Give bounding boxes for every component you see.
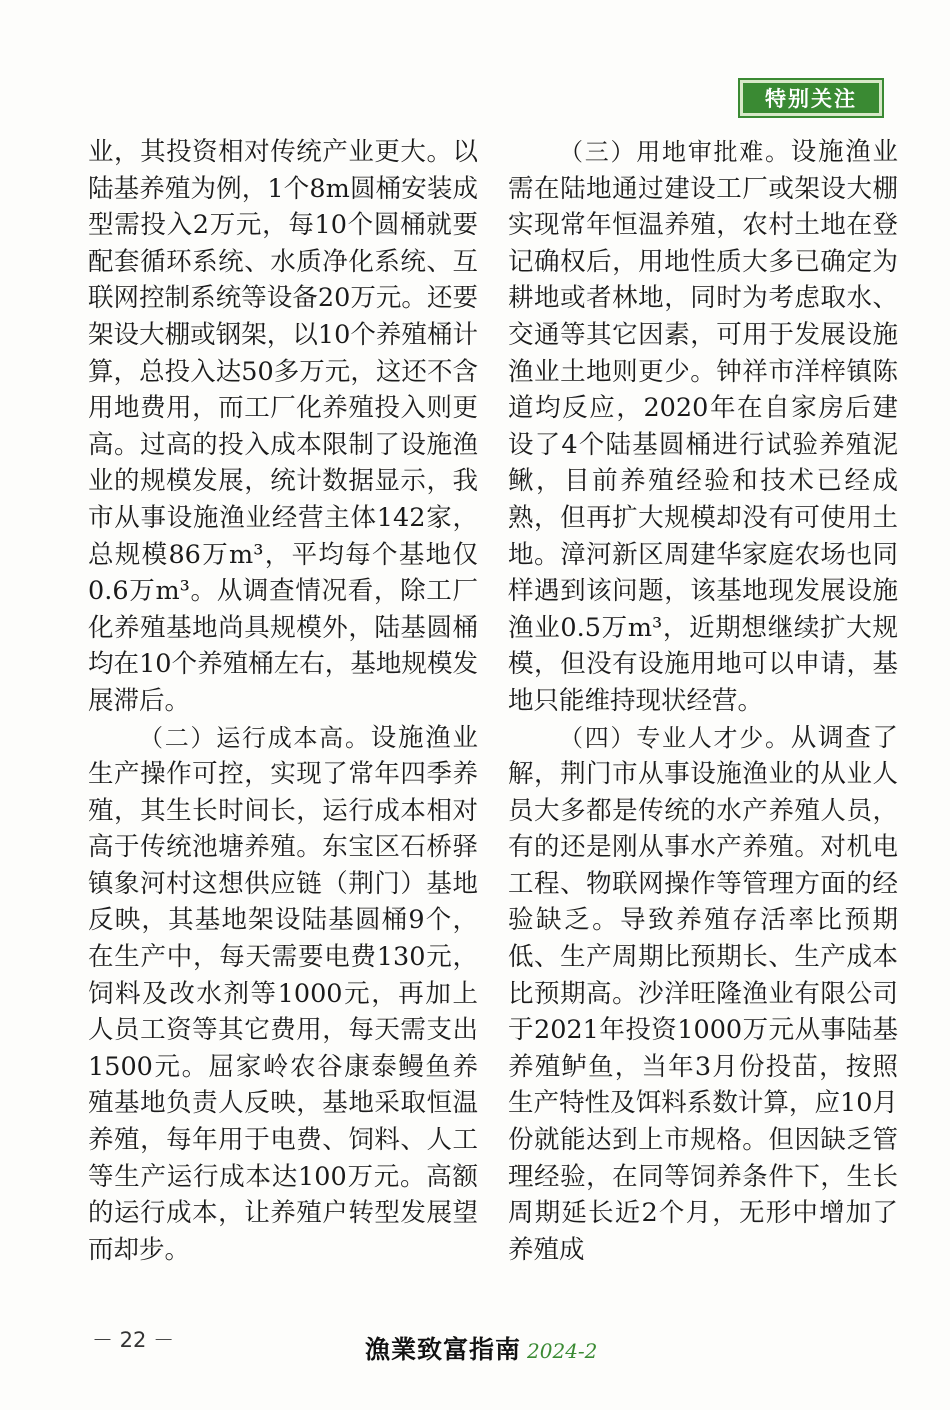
paragraph: 业，其投资相对传统产业更大。以陆基养殖为例，1个8m圆桶安装成型需投入2万元，每10个圆桶就要配套循环系统、水质净化系统、互联网控制系统等设备20万元。还要架设大棚或钢架，以10个养殖桶计算，总投入达50多万元，这还不含用地费用，而工厂化养殖投入则更高。过高的投入成本限制了设施渔业的规模发展，统计数据显示，我市从事设施渔业经营主体142家，总规模86万m³，平均每个基地仅0.6万m³。从调查情况看，除工厂化养殖基地尚具规模外，陆基圆桶均在10个养殖桶左右，基地规模发展滞后。: [88, 137, 478, 716]
section-heading: （三）用地审批难。: [559, 138, 791, 166]
page-number: － 22 －: [92, 1328, 175, 1352]
left-column: [88, 134, 478, 1268]
section-heading: （二）运行成本高。: [139, 723, 371, 752]
paragraph: [508, 134, 898, 720]
paragraph-body: 设施渔业生产操作可控，实现了常年四季养殖，其生长时间长，运行成本相对高于传统池塘养殖。东宝区石桥驿镇象河村这想供应链（荆门）基地反映，其基地架设陆基圆桶9个，在生产中，每天需要电费130元，饲料及改水剂等1000元，再加上人员工资等其它费用，每天需支出1500元。屈家岭农谷康泰鳗鱼养殖基地负责人反映，基地采取恒温养殖，每年用于电费、饲料、人工等生产运行成本达100万元。高额的运行成本，让养殖户转型发展望而却步。: [88, 722, 478, 1265]
paragraph-body: 从调查了解，荆门市从事设施渔业的从业人员大多都是传统的水产养殖人员，有的还是刚从事水产养殖。对机电工程、物联网操作等管理方面的经验缺乏。导致养殖存活率比预期低、生产周期比预期长、生产成本比预期高。沙洋旺隆渔业有限公司于2021年投资1000万元从事陆基养殖鲈鱼，当年3月份投苗，按照生产特性及饵料系数计算，应10月份就能达到上市规格。但因缺乏管理经验，在同等饲养条件下，生长周期延长近2个月，无形中增加了养殖成: [508, 722, 898, 1265]
right-column: [508, 134, 898, 1268]
footer: [365, 1330, 597, 1366]
paragraph: [88, 720, 478, 1269]
section-badge: 特别关注: [740, 80, 882, 116]
paragraph-body: 设施渔业需在陆地通过建设工厂或架设大棚实现常年恒温养殖，农村土地在登记确权后，用地性质大多已确定为耕地或者林地，同时为考虑取水、交通等其它因素，可用于发展设施渔业土地则更少。钟祥市洋梓镇陈道均反应，2020年在自家房后建设了4个陆基圆桶进行试验养殖泥鳅，目前养殖经验和技术已经成熟，但再扩大规模却没有可使用土地。漳河新区周建华家庭农场也同样遇到该问题，该基地现发展设施渔业0.5万m³，近期想继续扩大规模，但没有设施用地可以申请，基地只能维持现状经营。: [508, 137, 898, 716]
issue-number: 2024-2: [527, 1339, 598, 1363]
magazine-title: 漁業致富指南: [365, 1335, 522, 1364]
section-heading: （四）专业人才少。: [559, 723, 791, 752]
paragraph: [508, 720, 898, 1269]
